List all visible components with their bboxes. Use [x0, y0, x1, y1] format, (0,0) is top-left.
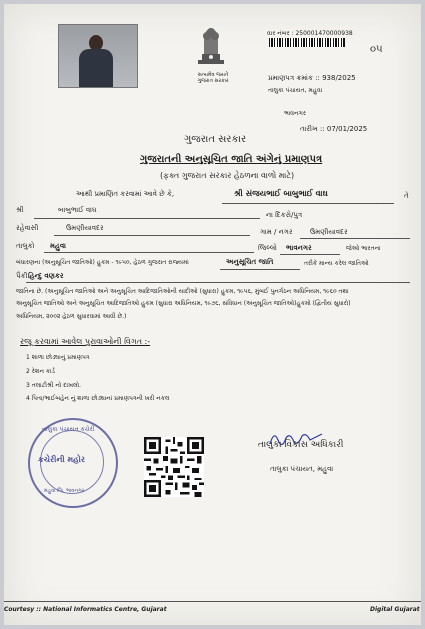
resident-village: ઉમણીયાવદર: [66, 224, 104, 232]
issuing-office: તાલુકા પંચાયત, મહુવા: [268, 87, 323, 94]
caste-name: હિન્દુ વણકર: [28, 272, 64, 280]
certificate-subtitle: (ફક્ત ગુજરાત સરકાર હેઠળના વાળો માટે): [160, 171, 295, 180]
document-item-3: 3 તલાટીશ્રી નો દાખલો.: [26, 382, 82, 389]
footer-credit: Courtesy :: National Informatics Centre, Gujarat: [4, 606, 167, 613]
document-item-2: 2 રેશન કાર્ડ: [26, 368, 55, 375]
footer-brand: Digital Gujarat: [370, 606, 420, 613]
place: ભાવનગર: [284, 110, 306, 117]
documents-heading: રજૂ કરવામાં આવેલ પુરાવાઓની વિગત :-: [20, 337, 151, 346]
applicant-photo: [58, 24, 138, 88]
legal-paragraph-3: અધિનિયમ, ૨૦૦૨ હેઠળ સુધારવામાં આવી છે.): [16, 313, 127, 320]
state-text: જેઓ ભારતના: [346, 245, 381, 252]
village-label: ગામ / નગર: [260, 228, 293, 236]
stamp-top-text: તાલુકા પંચાયત કચેરી: [42, 426, 95, 433]
caste-category: અનુસૂચિત જાતિ: [226, 258, 274, 266]
certificate-number: પ્રમાણપત્ર ક્રમાંક :: 938/2025: [268, 74, 356, 82]
issue-date: તારીખ :: 07/01/2025: [300, 125, 368, 133]
qr-code: [144, 437, 204, 497]
barcode-text: વાર નંબર : 250001470000938: [267, 30, 353, 37]
father-name: બાબુભાઈ વાઘ: [58, 206, 97, 214]
stamp-center-text: કચેરીની મહોર: [38, 455, 85, 464]
certificate-title: ગુજરાતની અનુસૂચિત જાતિ અંગેનું પ્રમાણપત્ર: [140, 154, 323, 165]
legal-paragraph-1: જાતિના છે. (અનુસૂચિત જાતિઓ અને અનુસૂચિત આદિજાતિઓની યાદીઓ (સુધારા) હુકમ, ૧૯૫૬, મુંબઈ પુનર્ગઠન અધિનિયમ, ૧૯૬૦ તથા: [16, 288, 349, 295]
order-text-end: તરીકે માન્ય કરેલ જાતિઓ: [304, 260, 369, 267]
legal-paragraph-2: અનુસૂચિત જાતિઓ અને અનુસૂચિત આદિજાતિઓ હુકમ (સુધારા અધિનિયમ, ૧૯૭૬, સંવિધાન (અનુસૂચિત જાતિઓ)હુકમો (દ્વિતીય સુધારો): [16, 300, 351, 307]
certify-lead: આથી પ્રમાણિત કરવામાં આવે છે કે,: [76, 190, 175, 198]
signatory-title: તાલુકા વિકાસ અધિકારી: [258, 440, 344, 450]
order-text: બંધારણના (અનુસૂચિત જાતિઓ) હુકમ - ૧૯૫૦, હેઠળ ગુજરાત રાજ્યમાં: [16, 259, 189, 266]
document-item-1: 1 શાળા છોડ્યાનું પ્રમાણપત્ર: [26, 354, 90, 361]
applicant-name: શ્રી સંજયભાઈ બાબુભાઈ વાઘ: [234, 189, 328, 198]
district-value: ભાવનગર: [286, 244, 312, 252]
state-emblem-icon: [190, 22, 232, 70]
line1-end: તે: [404, 192, 409, 200]
emblem-caption: સત્યમેવ જયતે ગુજરાત સરકાર: [197, 72, 229, 84]
certificate-page: [4, 4, 421, 625]
taluka-value: મહુવા: [50, 242, 66, 250]
relation: ના દિકરો/પુત્ર: [266, 211, 303, 219]
resident-lead: રહેવાસી: [16, 224, 39, 232]
caste-lead: પૈકી: [16, 272, 28, 280]
office-stamp: [28, 418, 118, 508]
document-item-4: 4 પિતા/ભાઈબહેન નું શાળા છોડ્યાનાં પ્રમાણપત્રની ખરી નકલ: [26, 395, 170, 402]
father-lead: શ્રી: [16, 206, 24, 214]
district-label: જિલ્લો: [258, 244, 277, 252]
serial-number: ૦૫: [370, 44, 383, 55]
village-name: ઉમણીયાવદર: [310, 228, 348, 236]
taluka-label: તાલુકો: [16, 242, 35, 250]
signatory-office: તાલુકા પંચાયત, મહુવા: [270, 465, 334, 473]
government-heading: ગુજરાત સરકાર: [184, 134, 247, 145]
stamp-bottom-text: મહુવા જિ. ભાવનગર: [44, 488, 85, 494]
